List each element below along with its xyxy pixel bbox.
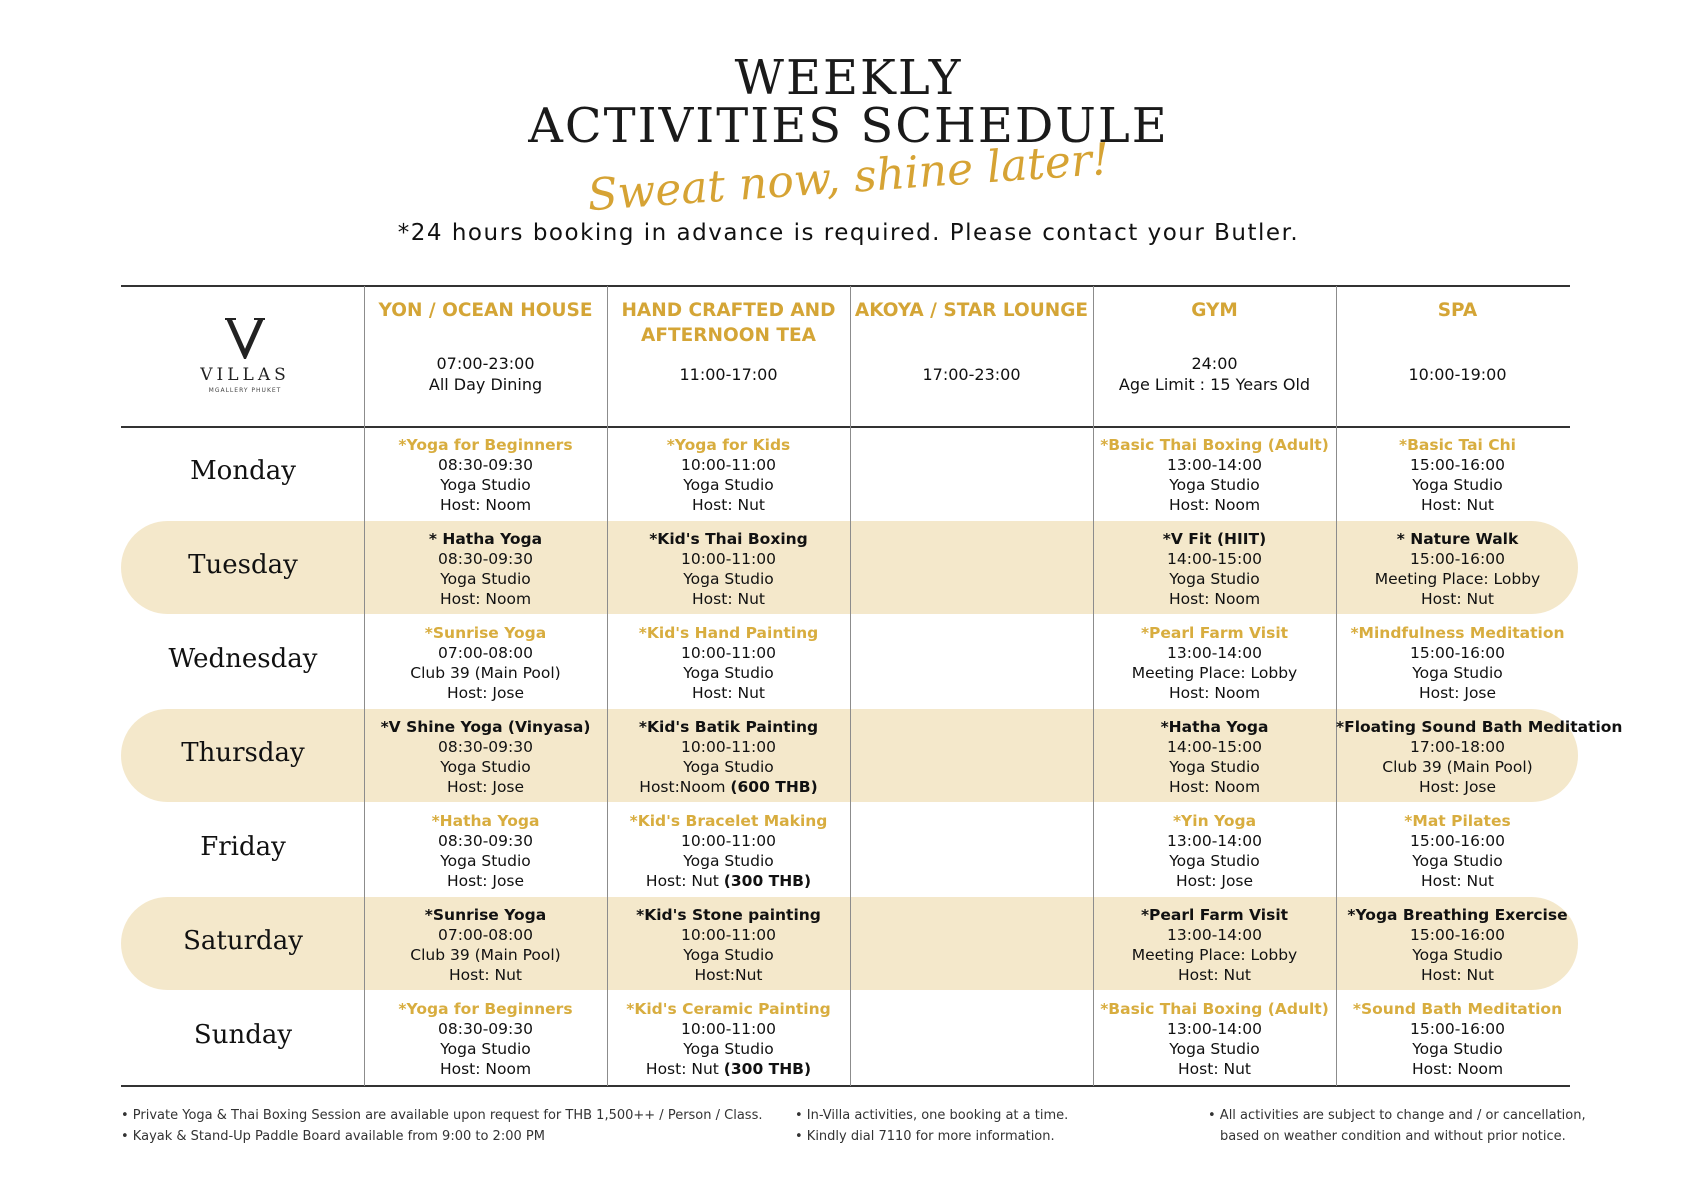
activity-host-line xyxy=(1336,777,1579,797)
activity-host: Host: Jose xyxy=(446,684,525,702)
activity-place: Yoga Studio xyxy=(1169,476,1260,494)
activity-cell xyxy=(364,623,607,703)
activity-name: *Pearl Farm Visit xyxy=(1140,906,1289,924)
activity-host-line xyxy=(1336,965,1579,985)
activity-place: Yoga Studio xyxy=(440,852,531,870)
activity-host-line xyxy=(607,589,850,609)
activity-host: Host: Jose xyxy=(1418,778,1497,796)
activity-time: 13:00-14:00 xyxy=(1167,644,1262,662)
footnote: • Private Yoga & Thai Boxing Session are available upon request for THB 1,500++ / Person / Class. xyxy=(121,1108,763,1123)
column-header-spa: SPA xyxy=(1437,300,1478,321)
activity-host-line xyxy=(364,871,607,891)
column-header-gym: GYM xyxy=(1191,300,1238,321)
activity-host: Host:Noom xyxy=(639,778,726,796)
activity-host-line xyxy=(1336,683,1579,703)
activity-host-line xyxy=(1093,589,1336,609)
activity-host-line xyxy=(1336,495,1579,515)
activity-place: Club 39 (Main Pool) xyxy=(1382,758,1533,776)
activity-name: *Yoga Breathing Exercise xyxy=(1347,906,1568,924)
day-label: Friday xyxy=(200,832,286,862)
column-hours-gym xyxy=(1093,353,1336,395)
activity-cell xyxy=(607,717,850,797)
activity-time: 15:00-16:00 xyxy=(1410,926,1505,944)
activity-host-line xyxy=(364,1059,607,1079)
table-bottom-rule xyxy=(121,1085,1570,1087)
activity-host: Host: Nut xyxy=(1178,1060,1251,1078)
activity-cell xyxy=(364,717,607,797)
v-monogram-icon xyxy=(223,315,267,359)
activity-host-line xyxy=(607,1059,850,1079)
activity-host-line xyxy=(364,589,607,609)
activity-host: Host: Jose xyxy=(446,778,525,796)
activity-cell xyxy=(1336,623,1579,703)
activity-cell xyxy=(364,999,607,1079)
activity-time: 07:00-08:00 xyxy=(438,926,533,944)
activity-time: 15:00-16:00 xyxy=(1410,456,1505,474)
activity-place: Yoga Studio xyxy=(440,758,531,776)
activity-host: Host:Nut xyxy=(694,966,763,984)
activity-name: *Hatha Yoga xyxy=(431,812,540,830)
activity-name: *Kid's Batik Painting xyxy=(638,718,819,736)
hours-detail: Age Limit : 15 Years Old xyxy=(1118,375,1311,394)
activity-cell xyxy=(1336,905,1579,985)
activity-host-line xyxy=(1093,1059,1336,1079)
activity-time: 08:30-09:30 xyxy=(438,832,533,850)
activity-host: Host: Nut xyxy=(1178,966,1251,984)
activity-host: Host: Nut xyxy=(449,966,522,984)
activity-time: 08:30-09:30 xyxy=(438,456,533,474)
activity-time: 13:00-14:00 xyxy=(1167,832,1262,850)
hours-text: 24:00 xyxy=(1191,354,1238,373)
activity-name: *Kid's Bracelet Making xyxy=(629,812,828,830)
activity-time: 10:00-11:00 xyxy=(681,456,776,474)
activity-place: Yoga Studio xyxy=(1169,758,1260,776)
day-label: Sunday xyxy=(193,1020,293,1050)
activity-host: Host: Noom xyxy=(1411,1060,1504,1078)
activity-cell xyxy=(607,811,850,891)
activity-host: Host: Noom xyxy=(439,496,532,514)
activity-place: Meeting Place: Lobby xyxy=(1131,946,1298,964)
column-divider xyxy=(850,286,851,1086)
activity-host: Host: Noom xyxy=(439,1060,532,1078)
activity-name: *Kid's Stone painting xyxy=(636,906,821,924)
activity-cell xyxy=(364,905,607,985)
logo-subline: MGALLERY PHUKET xyxy=(208,387,282,394)
activity-cell xyxy=(1093,999,1336,1079)
activity-place: Yoga Studio xyxy=(1412,476,1503,494)
activity-host-line xyxy=(364,495,607,515)
villas-logo xyxy=(180,315,310,394)
column-hours-akoya: 17:00-23:00 xyxy=(922,365,1021,384)
activity-host: Host: Noom xyxy=(1168,684,1261,702)
activity-place: Club 39 (Main Pool) xyxy=(410,664,561,682)
activity-time: 13:00-14:00 xyxy=(1167,456,1262,474)
title-line-1: WEEKLY xyxy=(734,50,963,106)
activity-name: *Sunrise Yoga xyxy=(424,624,547,642)
activity-place: Yoga Studio xyxy=(683,664,774,682)
activity-time: 10:00-11:00 xyxy=(681,926,776,944)
activity-host-line xyxy=(1093,871,1336,891)
activity-cell xyxy=(1093,529,1336,609)
activity-host: Host: Noom xyxy=(1168,496,1261,514)
activity-cell xyxy=(364,529,607,609)
activity-host: Host: Jose xyxy=(1175,872,1254,890)
activity-time: 14:00-15:00 xyxy=(1167,738,1262,756)
activity-name: *Kid's Thai Boxing xyxy=(649,530,808,548)
column-header-akoya: AKOYA / STAR LOUNGE xyxy=(854,300,1089,321)
activity-time: 13:00-14:00 xyxy=(1167,926,1262,944)
activity-host-line xyxy=(364,965,607,985)
column-header-yon: YON / OCEAN HOUSE xyxy=(378,300,593,321)
activity-place: Yoga Studio xyxy=(440,570,531,588)
activity-cell xyxy=(607,529,850,609)
activity-cell xyxy=(1093,905,1336,985)
footnote: based on weather condition and without prior notice. xyxy=(1220,1129,1566,1144)
activity-name: *Yoga for Beginners xyxy=(398,1000,573,1018)
activity-host-line xyxy=(364,683,607,703)
table-top-rule xyxy=(121,285,1570,287)
day-label: Thursday xyxy=(181,738,305,768)
activity-time: 15:00-16:00 xyxy=(1410,1020,1505,1038)
activity-host: Host: Jose xyxy=(446,872,525,890)
activity-host-line xyxy=(1336,589,1579,609)
activity-cell xyxy=(607,435,850,515)
activity-host: Host: Noom xyxy=(1168,778,1261,796)
activity-name: * Hatha Yoga xyxy=(428,530,543,548)
activity-time: 15:00-16:00 xyxy=(1410,832,1505,850)
activity-time: 08:30-09:30 xyxy=(438,550,533,568)
activity-place: Yoga Studio xyxy=(1169,852,1260,870)
activity-host-line xyxy=(1093,495,1336,515)
activity-cell xyxy=(1093,435,1336,515)
activity-place: Yoga Studio xyxy=(683,570,774,588)
activity-place: Club 39 (Main Pool) xyxy=(410,946,561,964)
activity-name: * Nature Walk xyxy=(1396,530,1519,548)
activity-host-line xyxy=(1336,1059,1579,1079)
footnote: • In-Villa activities, one booking at a time. xyxy=(795,1108,1069,1123)
activity-time: 15:00-16:00 xyxy=(1410,550,1505,568)
activity-name: *Mindfulness Meditation xyxy=(1350,624,1565,642)
activity-host-line xyxy=(1093,965,1336,985)
activity-cell xyxy=(1336,717,1623,797)
activity-time: 08:30-09:30 xyxy=(438,1020,533,1038)
activity-time: 10:00-11:00 xyxy=(681,644,776,662)
activity-host-line xyxy=(607,683,850,703)
activity-name: *Kid's Hand Painting xyxy=(638,624,819,642)
activity-place: Yoga Studio xyxy=(683,476,774,494)
activity-place: Meeting Place: Lobby xyxy=(1131,664,1298,682)
day-label: Tuesday xyxy=(188,550,298,580)
activity-place: Yoga Studio xyxy=(683,1040,774,1058)
activity-host: Host: Noom xyxy=(1168,590,1261,608)
activity-name: *Sound Bath Meditation xyxy=(1352,1000,1563,1018)
activity-host: Host: Jose xyxy=(1418,684,1497,702)
activity-host: Host: Nut xyxy=(692,590,765,608)
activity-place: Yoga Studio xyxy=(1412,946,1503,964)
activity-host-line xyxy=(607,495,850,515)
activity-fee: (600 THB) xyxy=(730,778,818,796)
activity-time: 17:00-18:00 xyxy=(1410,738,1505,756)
footnote: • Kindly dial 7110 for more information. xyxy=(795,1129,1055,1144)
activity-host: Host: Nut xyxy=(1421,966,1494,984)
activity-place: Yoga Studio xyxy=(683,852,774,870)
activity-host: Host: Noom xyxy=(439,590,532,608)
activity-name: *Mat Pilates xyxy=(1404,812,1511,830)
activity-cell xyxy=(364,435,607,515)
activity-host-line xyxy=(1336,871,1579,891)
activity-place: Yoga Studio xyxy=(1169,1040,1260,1058)
activity-fee: (300 THB) xyxy=(723,1060,812,1078)
activity-place: Yoga Studio xyxy=(1412,664,1503,682)
activity-name: *Yin Yoga xyxy=(1172,812,1257,830)
activity-name: *Floating Sound Bath Meditation xyxy=(1336,718,1623,736)
activity-time: 08:30-09:30 xyxy=(438,738,533,756)
activity-host-line xyxy=(607,965,850,985)
activity-cell xyxy=(1336,435,1579,515)
activity-fee: (300 THB) xyxy=(723,872,812,890)
activity-name: *Yoga for Kids xyxy=(666,436,791,454)
hours-detail: All Day Dining xyxy=(428,375,543,394)
activity-place: Yoga Studio xyxy=(683,758,774,776)
activity-time: 14:00-15:00 xyxy=(1167,550,1262,568)
activity-place: Yoga Studio xyxy=(440,1040,531,1058)
title-line-2: ACTIVITIES SCHEDULE xyxy=(528,98,1169,154)
table-header-rule xyxy=(121,426,1570,428)
activity-place: Yoga Studio xyxy=(1412,852,1503,870)
activity-host-line xyxy=(1093,777,1336,797)
activity-host-line xyxy=(1093,683,1336,703)
day-label: Wednesday xyxy=(168,644,318,674)
activity-name: *Kid's Ceramic Painting xyxy=(626,1000,831,1018)
column-hours-yon xyxy=(364,353,607,395)
activity-cell xyxy=(1093,811,1336,891)
activity-time: 10:00-11:00 xyxy=(681,1020,776,1038)
activity-cell xyxy=(607,623,850,703)
day-label: Saturday xyxy=(183,926,303,956)
activity-time: 10:00-11:00 xyxy=(681,738,776,756)
activity-cell xyxy=(1336,999,1579,1079)
activity-host: Host: Nut xyxy=(1421,496,1494,514)
activity-cell xyxy=(1093,717,1336,797)
activity-host: Host: Nut xyxy=(692,684,765,702)
activity-place: Meeting Place: Lobby xyxy=(1374,570,1541,588)
activity-host: Host: Nut xyxy=(645,1060,719,1078)
activity-name: *Basic Thai Boxing (Adult) xyxy=(1100,436,1329,454)
activity-place: Yoga Studio xyxy=(1169,570,1260,588)
activity-time: 10:00-11:00 xyxy=(681,832,776,850)
logo-wordmark: VILLAS xyxy=(200,365,290,385)
column-header-afternoon-tea: HAND CRAFTED AND AFTERNOON TEA xyxy=(621,300,836,346)
activity-name: *Basic Thai Boxing (Adult) xyxy=(1100,1000,1329,1018)
column-hours-afternoon-tea: 11:00-17:00 xyxy=(679,365,778,384)
activity-host: Host: Nut xyxy=(1421,872,1494,890)
activity-host-line xyxy=(607,777,850,797)
activity-host: Host: Nut xyxy=(645,872,719,890)
activity-time: 07:00-08:00 xyxy=(438,644,533,662)
activity-time: 15:00-16:00 xyxy=(1410,644,1505,662)
activity-place: Yoga Studio xyxy=(440,476,531,494)
footnote: • Kayak & Stand-Up Paddle Board available from 9:00 to 2:00 PM xyxy=(121,1129,545,1144)
activity-place: Yoga Studio xyxy=(1412,1040,1503,1058)
activity-name: *Hatha Yoga xyxy=(1160,718,1269,736)
activity-host: Host: Nut xyxy=(692,496,765,514)
booking-note: *24 hours booking in advance is required. Please contact your Butler. xyxy=(397,220,1300,246)
activity-host-line xyxy=(364,777,607,797)
activity-name: *V Shine Yoga (Vinyasa) xyxy=(380,718,591,736)
activity-name: *Pearl Farm Visit xyxy=(1140,624,1289,642)
activity-name: *V Fit (HIIT) xyxy=(1162,530,1267,548)
activity-cell xyxy=(607,905,850,985)
activity-cell xyxy=(1336,529,1579,609)
tagline: Sweat now, shine later! xyxy=(585,133,1112,222)
activity-name: *Sunrise Yoga xyxy=(424,906,547,924)
footnote: • All activities are subject to change and / or cancellation, xyxy=(1208,1108,1586,1123)
activity-host: Host: Nut xyxy=(1421,590,1494,608)
day-label: Monday xyxy=(190,456,296,486)
activity-time: 13:00-14:00 xyxy=(1167,1020,1262,1038)
activity-cell xyxy=(1093,623,1336,703)
activity-place: Yoga Studio xyxy=(683,946,774,964)
activity-cell xyxy=(364,811,607,891)
activity-name: *Yoga for Beginners xyxy=(398,436,573,454)
activity-name: *Basic Tai Chi xyxy=(1399,436,1516,454)
activity-host-line xyxy=(607,871,850,891)
activity-cell xyxy=(1336,811,1579,891)
column-hours-spa: 10:00-19:00 xyxy=(1408,365,1507,384)
activity-time: 10:00-11:00 xyxy=(681,550,776,568)
hours-text: 07:00-23:00 xyxy=(436,354,535,373)
activity-cell xyxy=(607,999,850,1079)
